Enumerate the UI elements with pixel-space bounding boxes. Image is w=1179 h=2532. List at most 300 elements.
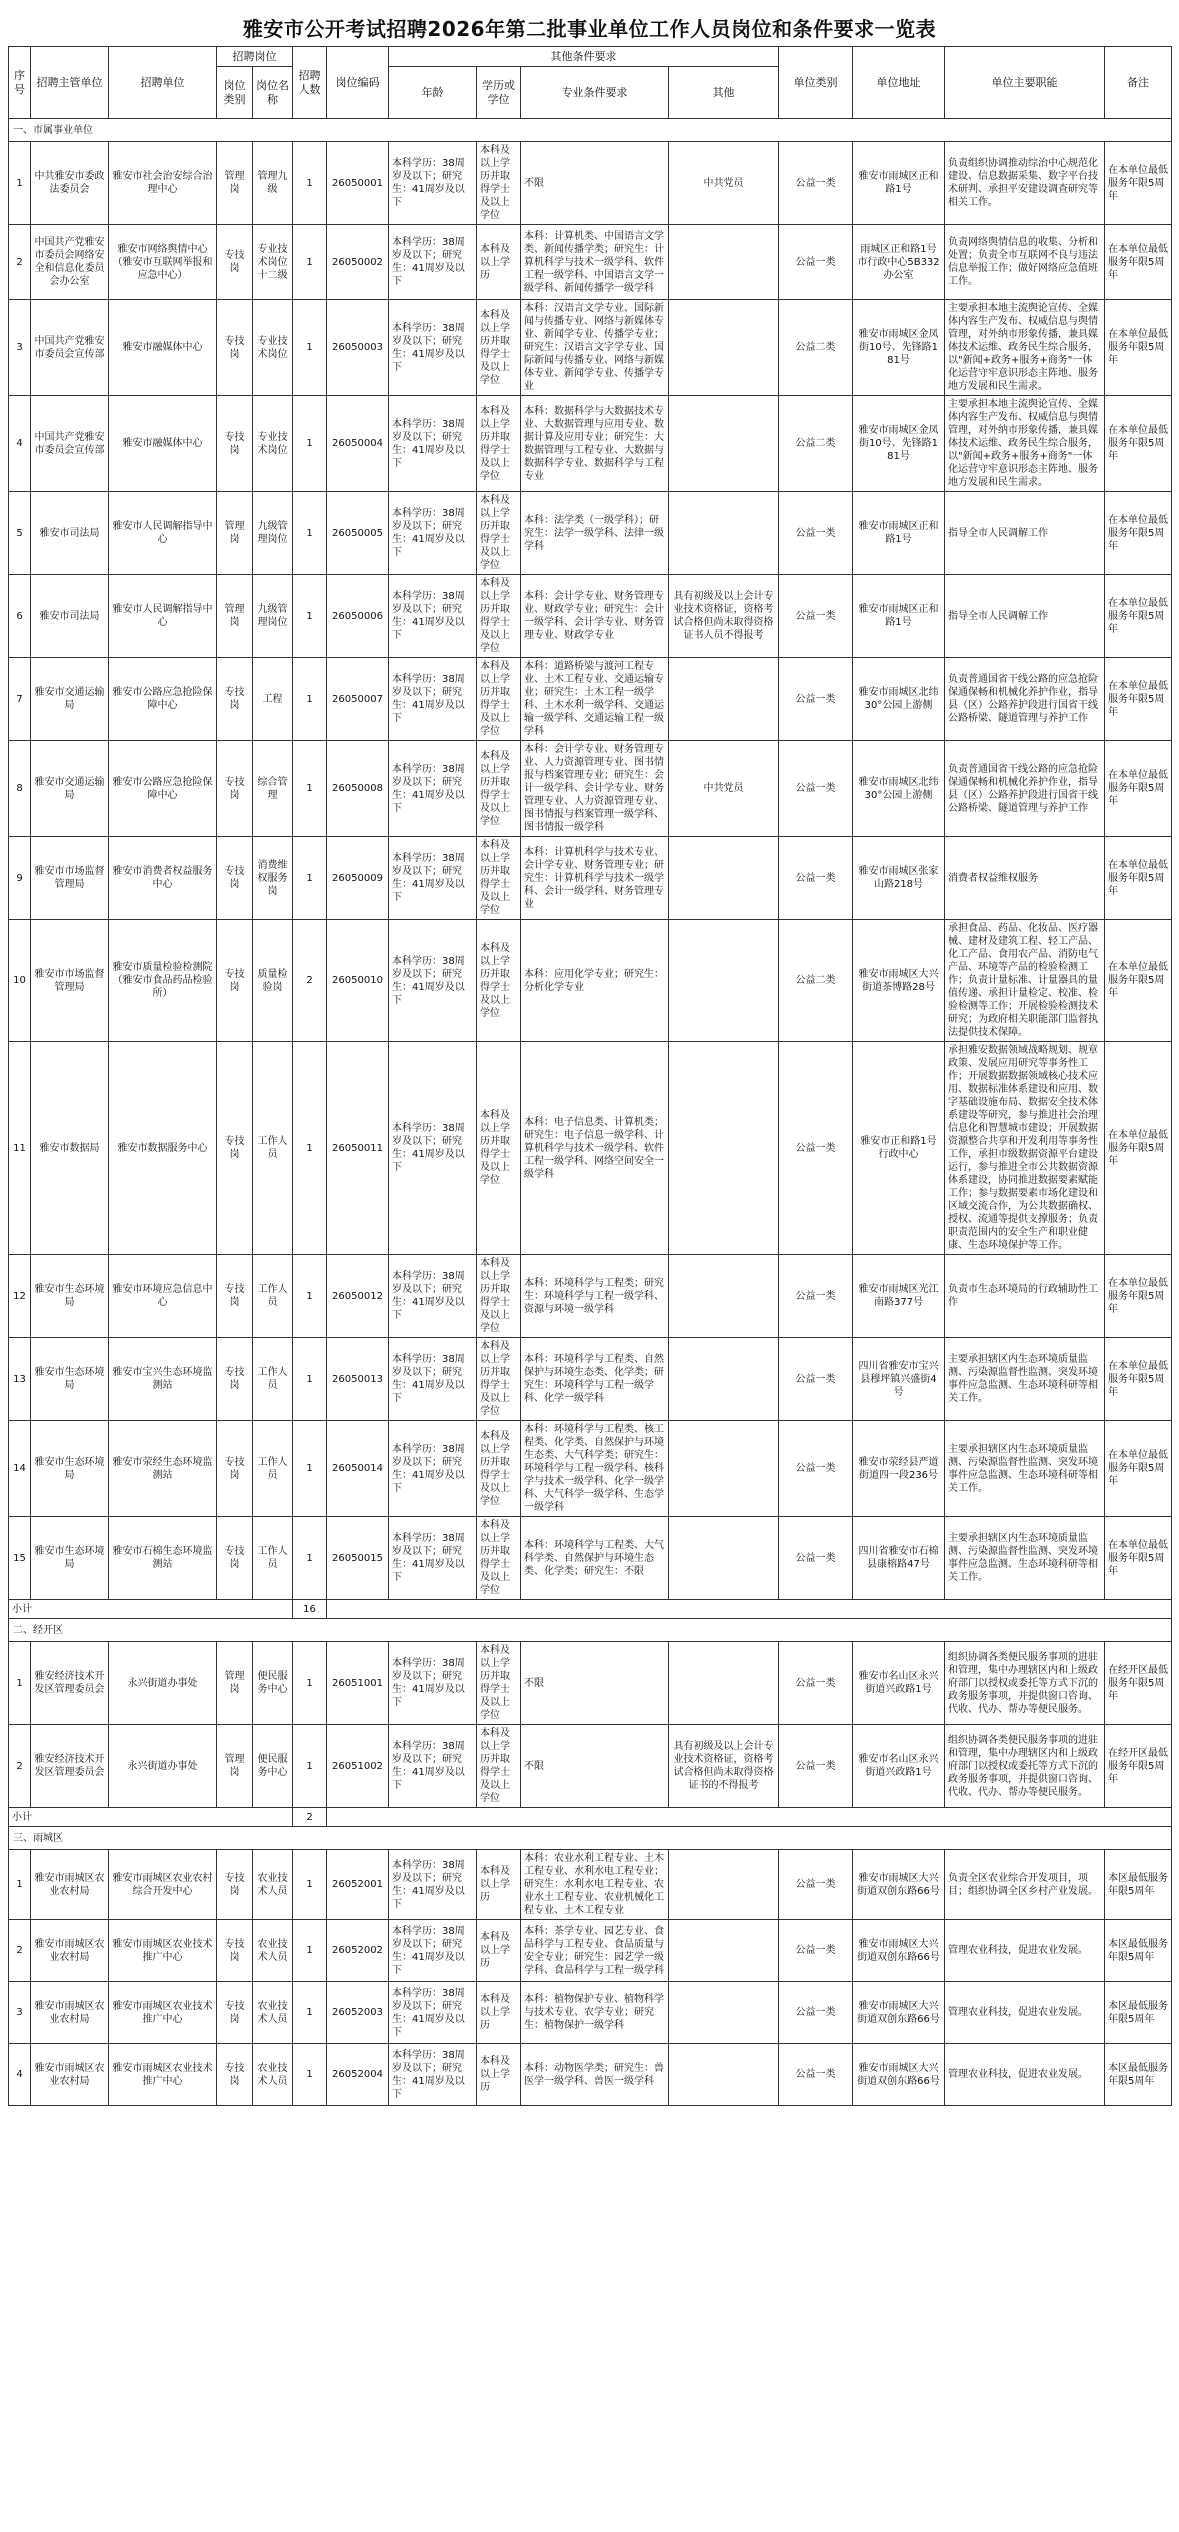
- cell-post-name: 工作人员: [253, 1517, 293, 1600]
- cell-unit: 雅安市社会治安综合治理中心: [109, 142, 217, 225]
- cell-unit: 雅安市网络舆情中心（雅安市互联网举报和应急中心）: [109, 225, 217, 300]
- cell-note: 在本单位最低服务年限5周年: [1105, 658, 1172, 741]
- cell-major: 本科：农业水利工程专业、土木工程专业、水利水电工程专业；研究生：水利水电工程专业、农业水土工程专业、农业机械化工程专业、土木工程专业: [521, 1850, 669, 1920]
- cell-post-cat: 专技岗: [217, 1920, 253, 1982]
- cell-other: [669, 1421, 779, 1517]
- cell-addr: 四川省雅安市宝兴县穆坪镇兴盛街4号: [853, 1338, 945, 1421]
- cell-num: 1: [293, 300, 327, 396]
- cell-utype: 公益二类: [779, 920, 853, 1042]
- cell-addr: 雅安市雨城区金凤街10号、先锋路181号: [853, 396, 945, 492]
- cell-post-cat: 专技岗: [217, 1338, 253, 1421]
- cell-age: 本科学历：38周岁及以下；研究生：41周岁及以下: [389, 575, 477, 658]
- cell-post-cat: 专技岗: [217, 1042, 253, 1255]
- header-post-cat: 岗位类别: [217, 67, 253, 119]
- header-utype: 单位类别: [779, 47, 853, 119]
- cell-seq: 8: [9, 741, 31, 837]
- cell-code: 26050011: [327, 1042, 389, 1255]
- cell-unit: 雅安市宝兴生态环境监测站: [109, 1338, 217, 1421]
- cell-seq: 4: [9, 396, 31, 492]
- cell-unit: 雅安市人民调解指导中心: [109, 492, 217, 575]
- cell-addr: 雅安市雨城区大兴街道双创东路66号: [853, 1920, 945, 1982]
- cell-post-cat: 管理岗: [217, 1725, 253, 1808]
- section-header: [9, 1619, 1172, 1642]
- cell-post-name: 工作人员: [253, 1338, 293, 1421]
- cell-note: 本区最低服务年限5周年: [1105, 1850, 1172, 1920]
- cell-code: 26050013: [327, 1338, 389, 1421]
- cell-num: 1: [293, 1421, 327, 1517]
- cell-duty: 负责组织协调推动综治中心规范化建设、信息数据采集、数字平台技术研判、承担平安建设调查研究等相关工作。: [945, 142, 1105, 225]
- cell-major: 不限: [521, 142, 669, 225]
- section-header: [9, 119, 1172, 142]
- cell-age: 本科学历：38周岁及以下；研究生：41周岁及以下: [389, 1920, 477, 1982]
- subtotal-empty: [327, 1600, 1172, 1619]
- cell-utype: 公益一类: [779, 1850, 853, 1920]
- cell-major: 本科：环境科学与工程类、大气科学类、自然保护与环境生态类、化学类；研究生：不限: [521, 1517, 669, 1600]
- table-row: [9, 142, 1172, 225]
- cell-code: 26052004: [327, 2044, 389, 2106]
- cell-code: 26051001: [327, 1642, 389, 1725]
- cell-seq: 7: [9, 658, 31, 741]
- cell-unit: 雅安市人民调解指导中心: [109, 575, 217, 658]
- cell-age: 本科学历：38周岁及以下；研究生：41周岁及以下: [389, 837, 477, 920]
- cell-seq: 1: [9, 1642, 31, 1725]
- cell-addr: 雅安市雨城区正和路1号: [853, 575, 945, 658]
- header-addr: 单位地址: [853, 47, 945, 119]
- cell-seq: 12: [9, 1255, 31, 1338]
- cell-seq: 2: [9, 1725, 31, 1808]
- cell-utype: 公益一类: [779, 1725, 853, 1808]
- cell-num: 1: [293, 2044, 327, 2106]
- cell-age: 本科学历：38周岁及以下；研究生：41周岁及以下: [389, 2044, 477, 2106]
- cell-post-name: 工作人员: [253, 1255, 293, 1338]
- header-unit: 招聘单位: [109, 47, 217, 119]
- section-title: 二、经开区: [9, 1619, 1172, 1642]
- table-row: [9, 1517, 1172, 1600]
- cell-num: 1: [293, 1725, 327, 1808]
- header-cond-group: 其他条件要求: [389, 47, 779, 67]
- cell-duty: 管理农业科技，促进农业发展。: [945, 1920, 1105, 1982]
- cell-utype: 公益一类: [779, 225, 853, 300]
- cell-note: 在本单位最低服务年限5周年: [1105, 741, 1172, 837]
- section-title: 一、市属事业单位: [9, 119, 1172, 142]
- cell-code: 26050014: [327, 1421, 389, 1517]
- table-row: [9, 837, 1172, 920]
- cell-num: 1: [293, 1255, 327, 1338]
- cell-addr: 雅安市雨城区光江南路377号: [853, 1255, 945, 1338]
- cell-note: 在本单位最低服务年限5周年: [1105, 920, 1172, 1042]
- cell-seq: 10: [9, 920, 31, 1042]
- cell-unit: 雅安市雨城区农业技术推广中心: [109, 1920, 217, 1982]
- cell-seq: 3: [9, 1982, 31, 2044]
- cell-code: 26052003: [327, 1982, 389, 2044]
- cell-addr: 雅安市雨城区大兴街道双创东路66号: [853, 2044, 945, 2106]
- cell-edu: 本科及以上学历并取得学士及以上学位: [477, 575, 521, 658]
- cell-major: 本科：法学类（一级学科）；研究生：法学一级学科、法律一级学科: [521, 492, 669, 575]
- cell-num: 1: [293, 1850, 327, 1920]
- cell-note: 在本单位最低服务年限5周年: [1105, 225, 1172, 300]
- cell-num: 1: [293, 396, 327, 492]
- cell-seq: 13: [9, 1338, 31, 1421]
- cell-note: 在本单位最低服务年限5周年: [1105, 1255, 1172, 1338]
- cell-unit: 雅安市雨城区农业技术推广中心: [109, 2044, 217, 2106]
- cell-utype: 公益一类: [779, 142, 853, 225]
- table-row: [9, 920, 1172, 1042]
- cell-code: 26050001: [327, 142, 389, 225]
- cell-age: 本科学历：38周岁及以下；研究生：41周岁及以下: [389, 1517, 477, 1600]
- table-row: [9, 396, 1172, 492]
- cell-utype: 公益一类: [779, 1642, 853, 1725]
- cell-duty: 负责市生态环境局的行政辅助性工作: [945, 1255, 1105, 1338]
- cell-utype: 公益一类: [779, 658, 853, 741]
- cell-dept: 雅安经济技术开发区管理委员会: [31, 1725, 109, 1808]
- cell-num: 1: [293, 1982, 327, 2044]
- cell-post-cat: 专技岗: [217, 1255, 253, 1338]
- cell-post-cat: 管理岗: [217, 142, 253, 225]
- cell-seq: 1: [9, 1850, 31, 1920]
- cell-other: [669, 2044, 779, 2106]
- cell-unit: 雅安市荥经生态环境监测站: [109, 1421, 217, 1517]
- cell-major: 本科：电子信息类、计算机类；研究生：电子信息一级学科、计算机科学与技术一级学科、软件工程一级学科、网络空间安全一级学科: [521, 1042, 669, 1255]
- cell-edu: 本科及以上学历并取得学士及以上学位: [477, 1517, 521, 1600]
- cell-dept: 雅安市生态环境局: [31, 1338, 109, 1421]
- cell-num: 1: [293, 1920, 327, 1982]
- subtotal-row: [9, 1600, 1172, 1619]
- cell-age: 本科学历：38周岁及以下；研究生：41周岁及以下: [389, 300, 477, 396]
- cell-post-cat: 管理岗: [217, 492, 253, 575]
- cell-utype: 公益一类: [779, 1255, 853, 1338]
- cell-duty: 组织协调各类便民服务事项的进驻和管理，集中办理辖区内和上级政府部门以授权或委托等方式下沉的政务服务事项，并提供窗口咨询、代收、代办、帮办等便民服务。: [945, 1725, 1105, 1808]
- cell-note: 本区最低服务年限5周年: [1105, 2044, 1172, 2106]
- cell-num: 1: [293, 1517, 327, 1600]
- header-other: 其他: [669, 67, 779, 119]
- cell-code: 26050015: [327, 1517, 389, 1600]
- cell-utype: 公益一类: [779, 1920, 853, 1982]
- cell-dept: 雅安市雨城区农业农村局: [31, 1920, 109, 1982]
- cell-duty: 主要承担本地主流舆论宣传、全媒体内容生产发布、权威信息与舆情管理，对外纳市形象传播，兼具媒体技术运维、政务民生综合服务，以"新闻+政务+服务+商务"一体化运营守牢意识形态主阵地、服务地方发展和民生需求。: [945, 396, 1105, 492]
- cell-dept: 雅安市雨城区农业农村局: [31, 2044, 109, 2106]
- cell-num: 1: [293, 658, 327, 741]
- cell-age: 本科学历：38周岁及以下；研究生：41周岁及以下: [389, 741, 477, 837]
- cell-edu: 本科及以上学历并取得学士及以上学位: [477, 1042, 521, 1255]
- cell-unit: 永兴街道办事处: [109, 1642, 217, 1725]
- cell-other: [669, 1982, 779, 2044]
- table-row: [9, 2044, 1172, 2106]
- cell-dept: 雅安市生态环境局: [31, 1517, 109, 1600]
- cell-major: 本科：数据科学与大数据技术专业、大数据管理与应用专业、数据计算及应用专业；研究生：大数据管理与工程专业、大数据与数据科学专业、数据科学与工程专业: [521, 396, 669, 492]
- cell-age: 本科学历：38周岁及以下；研究生：41周岁及以下: [389, 658, 477, 741]
- header-edu: 学历或学位: [477, 67, 521, 119]
- cell-post-name: 农业技术人员: [253, 1982, 293, 2044]
- cell-edu: 本科及以上学历并取得学士及以上学位: [477, 837, 521, 920]
- cell-major: 本科：应用化学专业；研究生：分析化学专业: [521, 920, 669, 1042]
- cell-post-cat: 专技岗: [217, 658, 253, 741]
- cell-note: 在本单位最低服务年限5周年: [1105, 396, 1172, 492]
- cell-age: 本科学历：38周岁及以下；研究生：41周岁及以下: [389, 142, 477, 225]
- cell-edu: 本科及以上学历并取得学士及以上学位: [477, 492, 521, 575]
- cell-duty: 管理农业科技，促进农业发展。: [945, 1982, 1105, 2044]
- header-seq: 序号: [9, 47, 31, 119]
- cell-note: 在本单位最低服务年限5周年: [1105, 1338, 1172, 1421]
- cell-addr: 雅安市雨城区张家山路218号: [853, 837, 945, 920]
- table-row: [9, 1042, 1172, 1255]
- cell-duty: 负责普通国省干线公路的应急抢险保通保畅和机械化养护作业，指导县（区）公路养护段进行国省干线公路桥梁、隧道管理与养护工作: [945, 741, 1105, 837]
- cell-seq: 3: [9, 300, 31, 396]
- cell-unit: 雅安市融媒体中心: [109, 300, 217, 396]
- header-post-name: 岗位名称: [253, 67, 293, 119]
- table-row: [9, 492, 1172, 575]
- subtotal-label: 小计: [9, 1808, 293, 1827]
- cell-num: 1: [293, 225, 327, 300]
- cell-seq: 9: [9, 837, 31, 920]
- cell-dept: 雅安市交通运输局: [31, 741, 109, 837]
- cell-utype: 公益一类: [779, 1421, 853, 1517]
- cell-edu: 本科及以上学历并取得学士及以上学位: [477, 1421, 521, 1517]
- cell-dept: 中国共产党雅安市委员会宣传部: [31, 396, 109, 492]
- cell-post-cat: 专技岗: [217, 1850, 253, 1920]
- cell-dept: 雅安市雨城区农业农村局: [31, 1850, 109, 1920]
- cell-edu: 本科及以上学历并取得学士及以上学位: [477, 300, 521, 396]
- table-row: [9, 1255, 1172, 1338]
- cell-edu: 本科及以上学历并取得学士及以上学位: [477, 658, 521, 741]
- cell-addr: 四川省雅安市石棉县康榕路47号: [853, 1517, 945, 1600]
- page-title: 雅安市公开考试招聘2026年第二批事业单位工作人员岗位和条件要求一览表: [242, 17, 937, 41]
- cell-addr: 雅安市雨城区正和路1号: [853, 492, 945, 575]
- cell-code: 26050012: [327, 1255, 389, 1338]
- cell-code: 26050006: [327, 575, 389, 658]
- cell-unit: 雅安市数据服务中心: [109, 1042, 217, 1255]
- cell-note: 本区最低服务年限5周年: [1105, 1982, 1172, 2044]
- table-row: [9, 658, 1172, 741]
- cell-post-cat: 专技岗: [217, 1421, 253, 1517]
- cell-age: 本科学历：38周岁及以下；研究生：41周岁及以下: [389, 1421, 477, 1517]
- cell-post-name: 消费维权服务岗: [253, 837, 293, 920]
- cell-post-name: 农业技术人员: [253, 1920, 293, 1982]
- cell-other: [669, 1517, 779, 1600]
- table-body: [9, 119, 1172, 2106]
- subtotal-label: 小计: [9, 1600, 293, 1619]
- cell-duty: 管理农业科技，促进农业发展。: [945, 2044, 1105, 2106]
- cell-duty: 承担食品、药品、化妆品、医疗器械、建材及建筑工程、轻工产品、化工产品、食用农产品、消防电气产品、环境等产品的检验检测工作；负责计量标准、计量器具的量值传递、承担计量检定、校准、检验检测等工作；开展检验检测技术研究；为政府相关职能部门监督执法提供技术保障。: [945, 920, 1105, 1042]
- cell-num: 1: [293, 837, 327, 920]
- cell-seq: 2: [9, 1920, 31, 1982]
- cell-major: 本科：道路桥梁与渡河工程专业、土木工程专业、交通运输专业；研究生：土木工程一级学科、土木水利一级学科、交通运输一级学科、交通运输工程一级学科: [521, 658, 669, 741]
- cell-post-name: 九级管理岗位: [253, 492, 293, 575]
- cell-duty: 主要承担辖区内生态环境质量监测、污染源监督性监测、突发环境事件应急监测、生态环境科研等相关工作。: [945, 1338, 1105, 1421]
- cell-addr: 雅安市雨城区正和路1号: [853, 142, 945, 225]
- cell-edu: 本科及以上学历并取得学士及以上学位: [477, 1642, 521, 1725]
- cell-age: 本科学历：38周岁及以下；研究生：41周岁及以下: [389, 1982, 477, 2044]
- cell-num: 1: [293, 1642, 327, 1725]
- subtotal-value: 2: [293, 1808, 327, 1827]
- cell-other: 具有初级及以上会计专业技术资格证，资格考试合格但尚未取得资格证书人员不得报考: [669, 575, 779, 658]
- cell-other: [669, 658, 779, 741]
- cell-seq: 11: [9, 1042, 31, 1255]
- cell-dept: 雅安市生态环境局: [31, 1421, 109, 1517]
- cell-age: 本科学历：38周岁及以下；研究生：41周岁及以下: [389, 492, 477, 575]
- cell-post-name: 便民服务中心: [253, 1642, 293, 1725]
- cell-post-cat: 专技岗: [217, 837, 253, 920]
- cell-utype: 公益一类: [779, 1338, 853, 1421]
- cell-edu: 本科及以上学历并取得学士及以上学位: [477, 1255, 521, 1338]
- cell-addr: 雅安市正和路1号行政中心: [853, 1042, 945, 1255]
- table-header: [9, 47, 1172, 119]
- cell-major: 本科：环境科学与工程类、核工程类、化学类、自然保护与环境生态类、大气科学类；研究生：环境科学与工程一级学科、核科学与技术一级学科、化学一级学科、大气科学一级学科、生态学一级学科: [521, 1421, 669, 1517]
- cell-seq: 1: [9, 142, 31, 225]
- cell-duty: 消费者权益维权服务: [945, 837, 1105, 920]
- cell-addr: 雅安市雨城区大兴街道双创东路66号: [853, 1982, 945, 2044]
- cell-post-name: 九级管理岗位: [253, 575, 293, 658]
- cell-post-name: 专业技术岗位: [253, 396, 293, 492]
- cell-code: 26051002: [327, 1725, 389, 1808]
- cell-post-name: 管理九级: [253, 142, 293, 225]
- header-num: 招聘人数: [293, 47, 327, 119]
- cell-utype: 公益二类: [779, 396, 853, 492]
- table-row: [9, 225, 1172, 300]
- cell-utype: 公益一类: [779, 837, 853, 920]
- cell-addr: 雅安市雨城区北纬30°公园上游侧: [853, 741, 945, 837]
- cell-dept: 雅安市雨城区农业农村局: [31, 1982, 109, 2044]
- cell-unit: 永兴街道办事处: [109, 1725, 217, 1808]
- cell-dept: 雅安经济技术开发区管理委员会: [31, 1642, 109, 1725]
- cell-unit: 雅安市质量检验检测院（雅安市食品药品检验所）: [109, 920, 217, 1042]
- cell-post-name: 质量检验岗: [253, 920, 293, 1042]
- header-note: 备注: [1105, 47, 1172, 119]
- cell-code: 26050005: [327, 492, 389, 575]
- cell-dept: 雅安市市场监督管理局: [31, 920, 109, 1042]
- cell-other: [669, 1920, 779, 1982]
- cell-dept: 雅安市市场监督管理局: [31, 837, 109, 920]
- subtotal-empty: [327, 1808, 1172, 1827]
- cell-post-cat: 专技岗: [217, 2044, 253, 2106]
- cell-note: 在本单位最低服务年限5周年: [1105, 142, 1172, 225]
- cell-post-name: 农业技术人员: [253, 2044, 293, 2106]
- cell-duty: 主要承担本地主流舆论宣传、全媒体内容生产发布、权威信息与舆情管理，对外纳市形象传播，兼具媒体技术运维、政务民生综合服务，以"新闻+政务+服务+商务"一体化运营守牢意识形态主阵地、服务地方发展和民生需求。: [945, 300, 1105, 396]
- cell-utype: 公益一类: [779, 1982, 853, 2044]
- cell-code: 26050007: [327, 658, 389, 741]
- cell-duty: 负责普通国省干线公路的应急抢险保通保畅和机械化养护作业，指导县（区）公路养护段进行国省干线公路桥梁、隧道管理与养护工作: [945, 658, 1105, 741]
- cell-code: 26050004: [327, 396, 389, 492]
- cell-age: 本科学历：38周岁及以下；研究生：41周岁及以下: [389, 1850, 477, 1920]
- cell-unit: 雅安市融媒体中心: [109, 396, 217, 492]
- header-major: 专业条件要求: [521, 67, 669, 119]
- cell-age: 本科学历：38周岁及以下；研究生：41周岁及以下: [389, 1255, 477, 1338]
- cell-other: [669, 1255, 779, 1338]
- cell-note: 在本单位最低服务年限5周年: [1105, 837, 1172, 920]
- cell-addr: 雅安市雨城区金凤街10号、先锋路181号: [853, 300, 945, 396]
- cell-dept: 中国共产党雅安市委员会网络安全和信息化委员会办公室: [31, 225, 109, 300]
- cell-note: 本区最低服务年限5周年: [1105, 1920, 1172, 1982]
- table-row: [9, 1642, 1172, 1725]
- cell-utype: 公益一类: [779, 1517, 853, 1600]
- table-row: [9, 1338, 1172, 1421]
- cell-dept: 中共雅安市委政法委员会: [31, 142, 109, 225]
- cell-post-cat: 管理岗: [217, 1642, 253, 1725]
- table-row: [9, 1725, 1172, 1808]
- cell-edu: 本科及以上学历: [477, 225, 521, 300]
- cell-major: 本科：会计学专业、财务管理专业、人力资源管理专业、图书情报与档案管理专业；研究生：会计一级学科、会计学专业、财务管理专业、人力资源管理专业、图书情报与档案管理一级学科、图书情报一级学科: [521, 741, 669, 837]
- cell-unit: 雅安市消费者权益服务中心: [109, 837, 217, 920]
- header-age: 年龄: [389, 67, 477, 119]
- cell-post-name: 工程: [253, 658, 293, 741]
- cell-duty: 主要承担辖区内生态环境质量监测、污染源监督性监测、突发环境事件应急监测、生态环境科研等相关工作。: [945, 1421, 1105, 1517]
- cell-utype: 公益一类: [779, 492, 853, 575]
- cell-other: [669, 396, 779, 492]
- cell-other: [669, 1642, 779, 1725]
- cell-utype: 公益一类: [779, 1042, 853, 1255]
- cell-note: 在本单位最低服务年限5周年: [1105, 575, 1172, 658]
- cell-post-cat: 专技岗: [217, 920, 253, 1042]
- cell-duty: 负责全区农业综合开发项目，项目；组织协调全区乡村产业发展。: [945, 1850, 1105, 1920]
- cell-code: 26050010: [327, 920, 389, 1042]
- cell-post-cat: 专技岗: [217, 1517, 253, 1600]
- cell-addr: 雅安市名山区永兴街道兴政路1号: [853, 1725, 945, 1808]
- cell-post-name: 综合管理: [253, 741, 293, 837]
- cell-addr: 雅安市雨城区大兴街道茶博路28号: [853, 920, 945, 1042]
- cell-note: 在经开区最低服务年限5周年: [1105, 1725, 1172, 1808]
- cell-note: 在本单位最低服务年限5周年: [1105, 1042, 1172, 1255]
- cell-other: [669, 300, 779, 396]
- cell-num: 1: [293, 741, 327, 837]
- cell-num: 1: [293, 492, 327, 575]
- cell-other: [669, 837, 779, 920]
- cell-major: 本科：计算机类、中国语言文学类、新闻传播学类；研究生：计算机科学与技术一级学科、软件工程一级学科、中国语言文学一级学科、新闻传播学一级学科: [521, 225, 669, 300]
- cell-other: [669, 1042, 779, 1255]
- cell-age: 本科学历：38周岁及以下；研究生：41周岁及以下: [389, 1042, 477, 1255]
- cell-age: 本科学历：38周岁及以下；研究生：41周岁及以下: [389, 920, 477, 1042]
- cell-other: 中共党员: [669, 142, 779, 225]
- cell-seq: 2: [9, 225, 31, 300]
- cell-code: 26050008: [327, 741, 389, 837]
- cell-post-cat: 专技岗: [217, 741, 253, 837]
- cell-unit: 雅安市雨城区农业技术推广中心: [109, 1982, 217, 2044]
- cell-duty: 承担雅安数据领域战略规划、规章政策、发展应用研究等事务性工作；开展数据数据领域核心技术应用、数据标准体系建设和应用、数字基础设施布局、数据安全技术体系建设等研究，参与推进社会治理信息化和智慧城市建设；开展数据资源整合共享和开发利用等事务性工作，承担市级数据资源平台建设运行，参与推进全市公共数据资源体系建设，协同推进数据要素赋能工作；参与数据要素市场化建设和区域交流合作，为公共数据确权、授权、流通等提供支撑服务；负责职责范围内的安全生产和职业健康、生态环境保护等工作。: [945, 1042, 1105, 1255]
- header-dept: 招聘主管单位: [31, 47, 109, 119]
- section-header: [9, 1827, 1172, 1850]
- header-duty: 单位主要职能: [945, 47, 1105, 119]
- cell-code: 26050009: [327, 837, 389, 920]
- cell-duty: 指导全市人民调解工作: [945, 575, 1105, 658]
- cell-unit: 雅安市雨城区农业农村综合开发中心: [109, 1850, 217, 1920]
- cell-major: 本科：汉语言文学专业、国际新闻与传播专业、网络与新媒体专业、新闻学专业、传播学专业；研究生：汉语言文字学专业、国际新闻与传播专业、网络与新媒体专业、新闻学专业、传播学专业: [521, 300, 669, 396]
- cell-edu: 本科及以上学历并取得学士及以上学位: [477, 142, 521, 225]
- cell-code: 26050002: [327, 225, 389, 300]
- cell-dept: 雅安市数据局: [31, 1042, 109, 1255]
- table-row: [9, 741, 1172, 837]
- cell-unit: 雅安市公路应急抢险保障中心: [109, 741, 217, 837]
- cell-edu: 本科及以上学历: [477, 1982, 521, 2044]
- cell-utype: 公益一类: [779, 575, 853, 658]
- cell-other: [669, 492, 779, 575]
- subtotal-value: 16: [293, 1600, 327, 1619]
- cell-dept: 雅安市交通运输局: [31, 658, 109, 741]
- cell-seq: 5: [9, 492, 31, 575]
- cell-addr: 雅安市荥经县严道街道四一段236号: [853, 1421, 945, 1517]
- cell-post-cat: 管理岗: [217, 575, 253, 658]
- cell-edu: 本科及以上学历: [477, 1850, 521, 1920]
- cell-addr: 雨城区正和路1号市行政中心5B332办公室: [853, 225, 945, 300]
- cell-dept: 雅安市司法局: [31, 575, 109, 658]
- section-title: 三、雨城区: [9, 1827, 1172, 1850]
- table-row: [9, 300, 1172, 396]
- cell-age: 本科学历：38周岁及以下；研究生：41周岁及以下: [389, 1338, 477, 1421]
- cell-dept: 雅安市司法局: [31, 492, 109, 575]
- cell-post-cat: 专技岗: [217, 396, 253, 492]
- cell-seq: 15: [9, 1517, 31, 1600]
- cell-num: 1: [293, 142, 327, 225]
- cell-note: 在经开区最低服务年限5周年: [1105, 1642, 1172, 1725]
- cell-edu: 本科及以上学历并取得学士及以上学位: [477, 396, 521, 492]
- cell-duty: 负责网络舆情信息的收集、分析和处置；负责全市互联网不良与违法信息举报工作；做好网络应急值班工作。: [945, 225, 1105, 300]
